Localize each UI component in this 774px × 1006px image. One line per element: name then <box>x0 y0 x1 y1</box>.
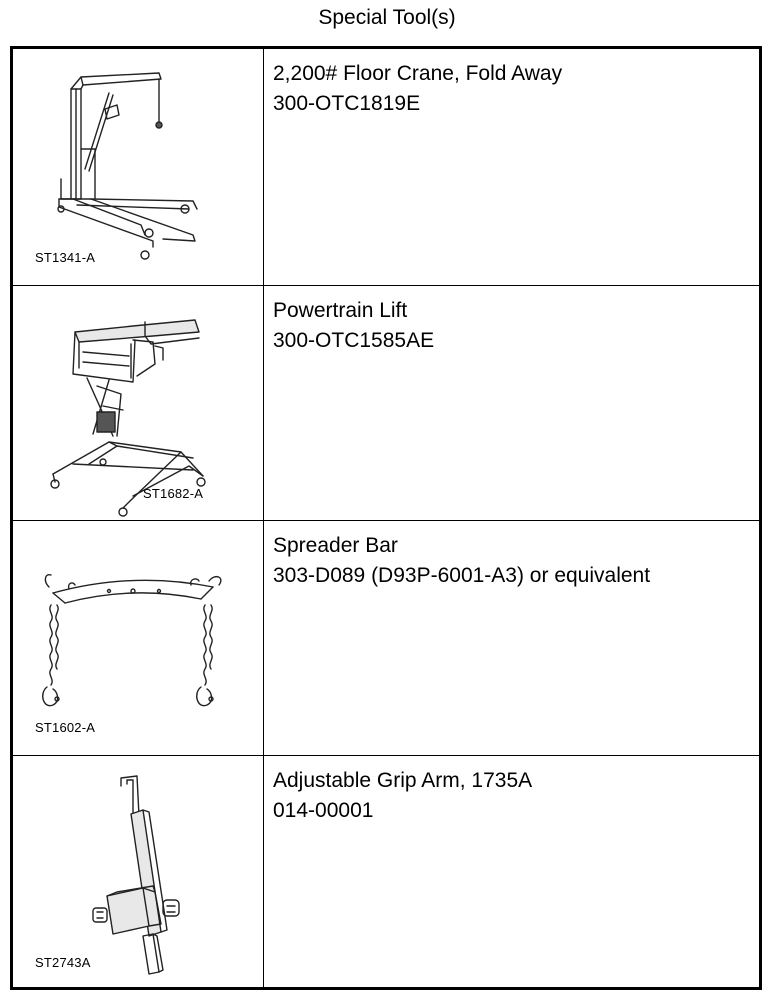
table-row <box>13 286 759 521</box>
tool-image-cell <box>13 49 264 285</box>
tool-name: Adjustable Grip Arm, 1735A <box>273 769 533 792</box>
tool-part-number: 014-00001 <box>273 799 374 822</box>
tool-part-number: 303-D089 (D93P-6001-A3) or equivalent <box>273 564 651 587</box>
page-title: Special Tool(s) <box>318 6 456 29</box>
tool-image-cell <box>13 286 264 520</box>
tool-image-cell <box>13 521 264 755</box>
tool-description-cell <box>264 49 759 285</box>
table-row <box>13 49 759 286</box>
figure-code: ST1602-A <box>35 720 96 735</box>
special-tools-table <box>10 46 762 990</box>
tool-part-number: 300-OTC1819E <box>273 92 421 115</box>
figure-code: ST2743A <box>35 955 91 970</box>
tool-description-cell <box>264 756 759 987</box>
tool-part-number: 300-OTC1585AE <box>273 329 435 352</box>
grip-arm-illustration <box>13 756 263 986</box>
tool-name: 2,200# Floor Crane, Fold Away <box>273 62 563 85</box>
figure-code: ST1341-A <box>35 250 96 265</box>
tool-description-cell <box>264 521 759 755</box>
powertrain-lift-illustration <box>13 286 263 520</box>
tool-description-cell <box>264 286 759 520</box>
table-row <box>13 756 759 987</box>
table-row <box>13 521 759 756</box>
tool-name: Spreader Bar <box>273 534 398 557</box>
figure-code: ST1682-A <box>143 486 204 501</box>
tool-image-cell <box>13 756 264 987</box>
tool-name: Powertrain Lift <box>273 299 408 322</box>
